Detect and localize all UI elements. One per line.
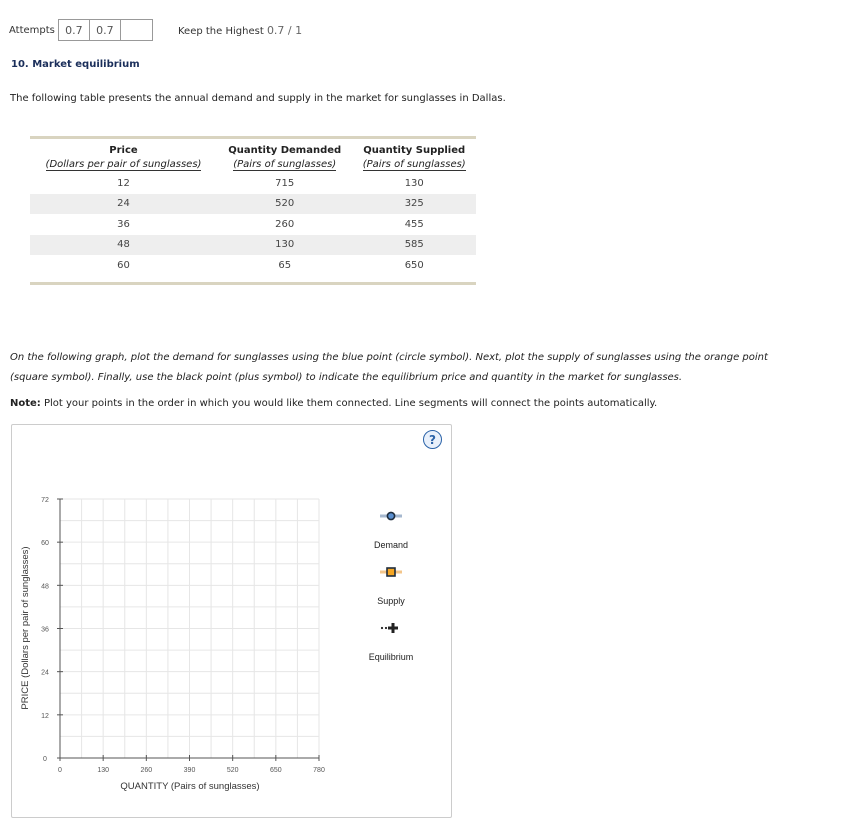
cell-qd: 260: [275, 218, 295, 230]
legend-demand-tool[interactable]: [380, 512, 402, 519]
y-axis-label: PRICE (Dollars per pair of sunglasses): [20, 546, 31, 710]
y-tick-label: 0: [43, 756, 47, 763]
y-tick-label: 12: [41, 712, 49, 720]
cell-price: 60: [117, 259, 130, 271]
cell-qs: 455: [404, 218, 424, 230]
instruction-line-1: On the following graph, plot the demand for sunglasses using the blue point (circle symbol). Next, plot the supply of sunglasses using the orange point: [10, 352, 768, 363]
y-tick-label: 36: [41, 626, 49, 634]
cell-qs: 650: [404, 259, 424, 271]
graph-instructions: [10, 348, 830, 388]
equilibrium-dot-2: [385, 627, 387, 629]
col-sub-qs: (Pairs of sunglasses): [362, 159, 466, 170]
market-table-container: [30, 136, 476, 285]
x-axis-label: QUANTITY (Pairs of sunglasses): [120, 781, 260, 792]
score-value: 0.7 / 1: [266, 24, 303, 37]
cell-price: 48: [30, 235, 217, 256]
cell-qd: 65: [278, 259, 292, 271]
attempts-bar: [9, 19, 153, 41]
x-tick-label: 260: [140, 767, 153, 774]
cell-qd: 715: [275, 177, 295, 189]
cell-qd: 520: [217, 194, 352, 215]
instruction-line-2: (square symbol). Finally, use the black point (plus symbol) to indicate the equilibrium price and quantity in the market for sunglasses.: [10, 372, 683, 383]
table-row: [30, 173, 476, 194]
col-sub-price: (Dollars per pair of sunglasses): [45, 159, 202, 170]
cell-price: 36: [117, 218, 130, 230]
table-header-row: [30, 139, 476, 156]
cell-qs: 585: [352, 235, 476, 256]
table-bottom-rule: [30, 282, 476, 285]
attempts-label: Attempts: [9, 24, 55, 36]
equilibrium-plus-icon[interactable]: [388, 623, 398, 633]
x-tick-label: 780: [313, 767, 325, 774]
y-tick-label: 60: [41, 540, 49, 548]
note: [10, 398, 657, 409]
note-text: Plot your points in the order in which you would like them connected. Line segments will connect the points automatically.: [40, 398, 658, 409]
attempt-box-3: [120, 19, 153, 41]
x-tick-label: 130: [97, 767, 110, 774]
keep-highest: [178, 24, 302, 37]
table-row: [30, 194, 476, 215]
table-subheader-row: [30, 156, 476, 173]
plot-grid: [60, 499, 319, 758]
x-tick-label: 0: [58, 767, 62, 774]
question-title: 10. Market equilibrium: [11, 59, 140, 70]
question-intro: The following table presents the annual demand and supply in the market for sunglasses in Dallas.: [10, 93, 506, 104]
x-tick-label: 650: [269, 767, 282, 774]
legend-equilibrium-tool[interactable]: [381, 623, 398, 633]
y-tick-label: 72: [41, 497, 49, 504]
attempt-box-2: 0.7: [89, 19, 121, 41]
plot-area[interactable]: [12, 425, 451, 817]
x-tick-label: 520: [226, 767, 239, 774]
market-table: [30, 139, 476, 276]
demand-point-icon[interactable]: [387, 512, 394, 519]
legend-demand-label: Demand: [373, 540, 409, 550]
x-tick-label: 390: [183, 767, 196, 774]
help-icon[interactable]: ?: [423, 430, 442, 449]
supply-point-icon[interactable]: [387, 568, 395, 576]
keep-highest-label: Keep the Highest: [178, 26, 264, 37]
note-label: Note:: [10, 398, 41, 409]
table-row: [30, 255, 476, 276]
col-header-qs: Quantity Supplied: [363, 145, 466, 156]
graph-panel: [11, 424, 452, 818]
cell-qs: 130: [404, 177, 424, 189]
equilibrium-dot-1: [381, 627, 383, 629]
cell-qs: 325: [352, 194, 476, 215]
legend-supply-tool[interactable]: [380, 568, 402, 576]
table-row: [30, 214, 476, 235]
plot-ticks: [41, 497, 325, 774]
legend-supply-label: Supply: [377, 596, 405, 606]
cell-price: 12: [117, 177, 130, 189]
col-header-price: Price: [109, 145, 138, 156]
attempt-box-1: 0.7: [58, 19, 90, 41]
cell-price: 24: [30, 194, 217, 215]
y-tick-label: 24: [41, 669, 49, 677]
col-sub-qd: (Pairs of sunglasses): [233, 159, 337, 170]
cell-qd: 130: [217, 235, 352, 256]
legend-equilibrium-label: Equilibrium: [368, 652, 414, 662]
y-tick-label: 48: [41, 583, 49, 591]
table-row: [30, 235, 476, 256]
col-header-qd: Quantity Demanded: [228, 145, 342, 156]
